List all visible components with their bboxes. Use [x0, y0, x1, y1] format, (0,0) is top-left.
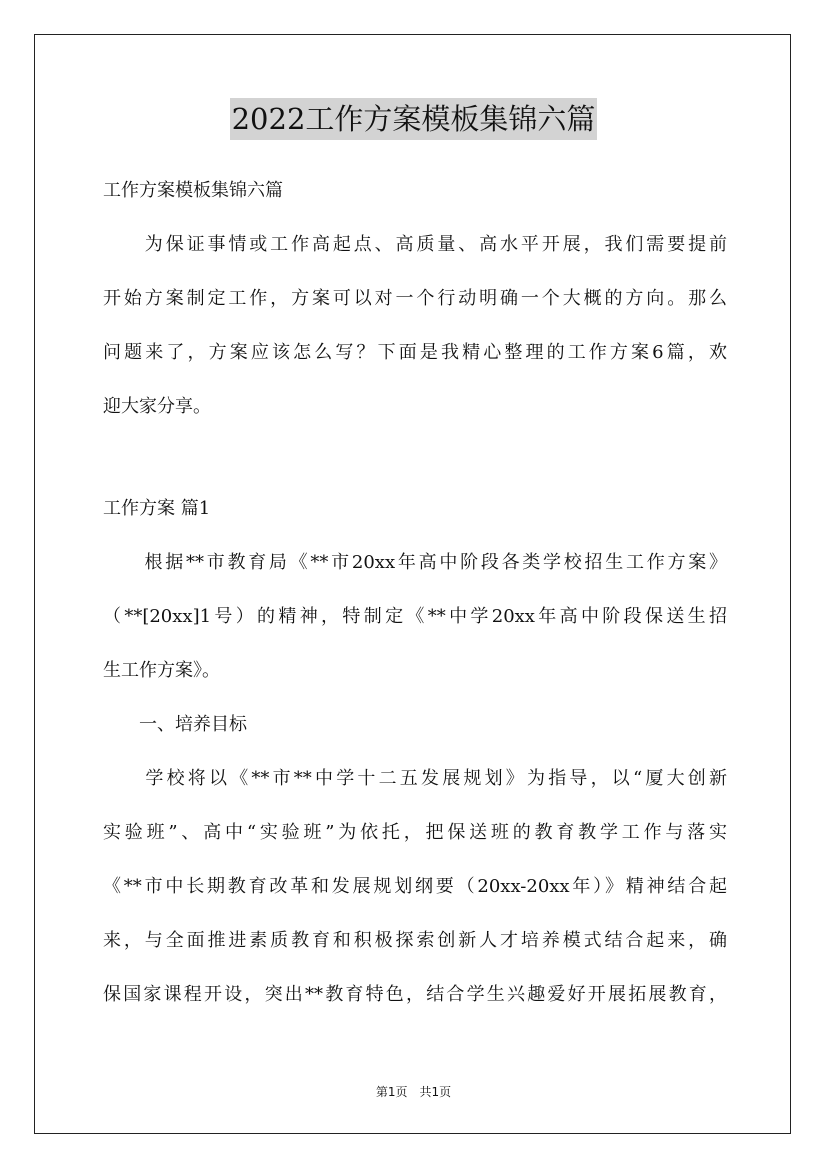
paragraph-line: （**[20xx]1号）的精神，特制定《**中学20xx年高中阶段保送生招	[103, 606, 727, 627]
paragraph-line: 根据**市教育局《**市20xx年高中阶段各类学校招生工作方案》	[103, 552, 727, 573]
paragraph-line: 实验班”、高中“实验班”为依托，把保送班的教育教学工作与落实	[103, 822, 727, 843]
paragraph-line: 开始方案制定工作，方案可以对一个行动明确一个大概的方向。那么	[103, 288, 727, 309]
paragraph-line: 为保证事情或工作高起点、高质量、高水平开展，我们需要提前	[103, 234, 727, 255]
document-title: 2022工作方案模板集锦六篇	[230, 98, 598, 140]
document-body	[103, 176, 727, 1034]
paragraph-line: 生工作方案》。	[103, 660, 220, 681]
paragraph-line: 《**市中长期教育改革和发展规划纲要（20xx-20xx年）》精神结合起	[103, 876, 727, 897]
paragraph-line: 学校将以《**市**中学十二五发展规划》为指导，以“厦大创新	[103, 768, 727, 789]
page-footer: 第1页 共1页	[375, 1085, 452, 1099]
section-heading: 工作方案 篇1	[103, 498, 211, 519]
paragraph-line: 保国家课程开设，突出**教育特色，结合学生兴趣爱好开展拓展教育，	[103, 984, 727, 1005]
subsection-heading: 一、培养目标	[103, 714, 247, 735]
section-gap	[103, 446, 727, 494]
title-container	[0, 98, 827, 140]
paragraph-line: 问题来了，方案应该怎么写？下面是我精心整理的工作方案6篇，欢	[103, 342, 727, 363]
paragraph-line: 来，与全面推进素质教育和积极探索创新人才培养模式结合起来，确	[103, 930, 727, 951]
paragraph-line: 迎大家分享。	[103, 396, 211, 417]
subtitle-line: 工作方案模板集锦六篇	[103, 180, 283, 201]
